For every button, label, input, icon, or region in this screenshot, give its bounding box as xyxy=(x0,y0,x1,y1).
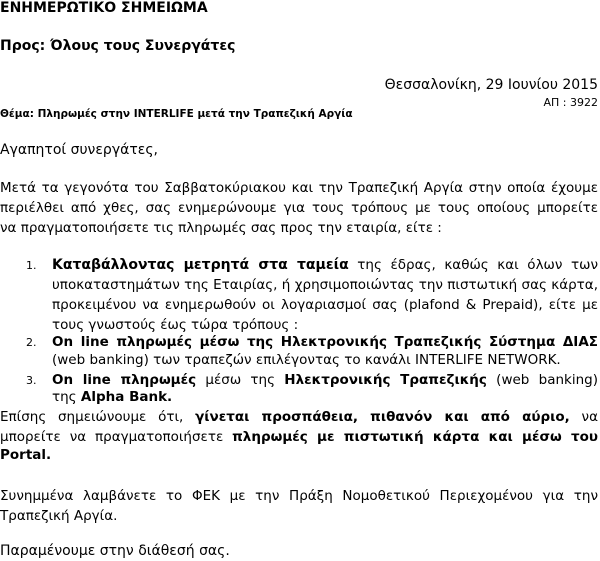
list-number: 1. xyxy=(26,259,37,272)
paragraph-line: Portal. xyxy=(0,447,52,463)
intro-line: να πραγματοποιήσετε τις πληρωμές σας προς την εταιρία, είτε : xyxy=(0,220,442,236)
paragraph-line: Επίσης σημειώνουμε ότι, γίνεται προσπάθεια, πιθανόν και από αύριο, να xyxy=(0,409,598,425)
list-number: 2. xyxy=(26,336,37,349)
memo-heading: ΕΝΗΜΕΡΩΤΙΚΟ ΣΗΜΕΙΩΜΑ xyxy=(0,0,208,16)
list-line: Καταβάλλοντας μετρητά στα ταμεία της έδρας, καθώς και όλων των xyxy=(52,257,598,273)
list-line: On line πληρωμές μέσω της Ηλεκτρονικής Τραπεζικής Σύστημα ΔΙΑΣ xyxy=(52,334,598,350)
list-number: 3. xyxy=(26,374,37,387)
memo-signoff: Παραμένουμε στην διάθεσή σας. xyxy=(0,543,230,559)
memo-reference-number: ΑΠ : 3922 xyxy=(543,96,598,109)
memo-place-date: Θεσσαλονίκη, 29 Ιουνίου 2015 xyxy=(384,77,598,93)
list-line: της Alpha Bank. xyxy=(52,389,173,405)
memo-recipients: Προς: Όλους τους Συνεργάτες xyxy=(0,38,236,54)
memo-subject: Θέμα: Πληρωμές στην INTERLIFE μετά την Τραπεζική Αργία xyxy=(0,108,353,120)
paragraph-line: Τραπεζική Αργία. xyxy=(0,508,118,524)
paragraph-line: μπορείτε να πραγματοποιήσετε πληρωμές με πιστωτική κάρτα και μέσω του xyxy=(0,429,598,445)
list-line: τους γνωστούς έως τώρα τρόπους : xyxy=(52,317,299,333)
paragraph-line: Συνημμένα λαμβάνετε το ΦΕΚ με την Πράξη Νομοθετικού Περιεχομένου για την xyxy=(0,488,598,504)
intro-line: Μετά τα γεγονότα του Σαββατοκύριακου και την Τραπεζική Αργία στην οποία έχουμε xyxy=(0,180,598,196)
list-line: προκειμένου να ενημερωθούν οι λογαριασμοί σας (plafond & Prepaid), είτε με xyxy=(52,297,598,313)
intro-line: περιέλθει από χθες, σας ενημερώνουμε για τους τρόπους με τους οποίους μπορείτε xyxy=(0,200,598,216)
list-line: (web banking) των τραπεζών επιλέγοντας το κανάλι INTERLIFE NETWORK. xyxy=(52,352,561,368)
list-line: On line πληρωμές μέσω της Ηλεκτρονικής Τραπεζικής (web banking) xyxy=(52,372,598,388)
list-line: υποκαταστημάτων της Εταιρίας, ή χρησιμοποιώντας την πιστωτική σας κάρτα, xyxy=(52,277,598,293)
memo-greeting: Αγαπητοί συνεργάτες, xyxy=(0,142,158,158)
